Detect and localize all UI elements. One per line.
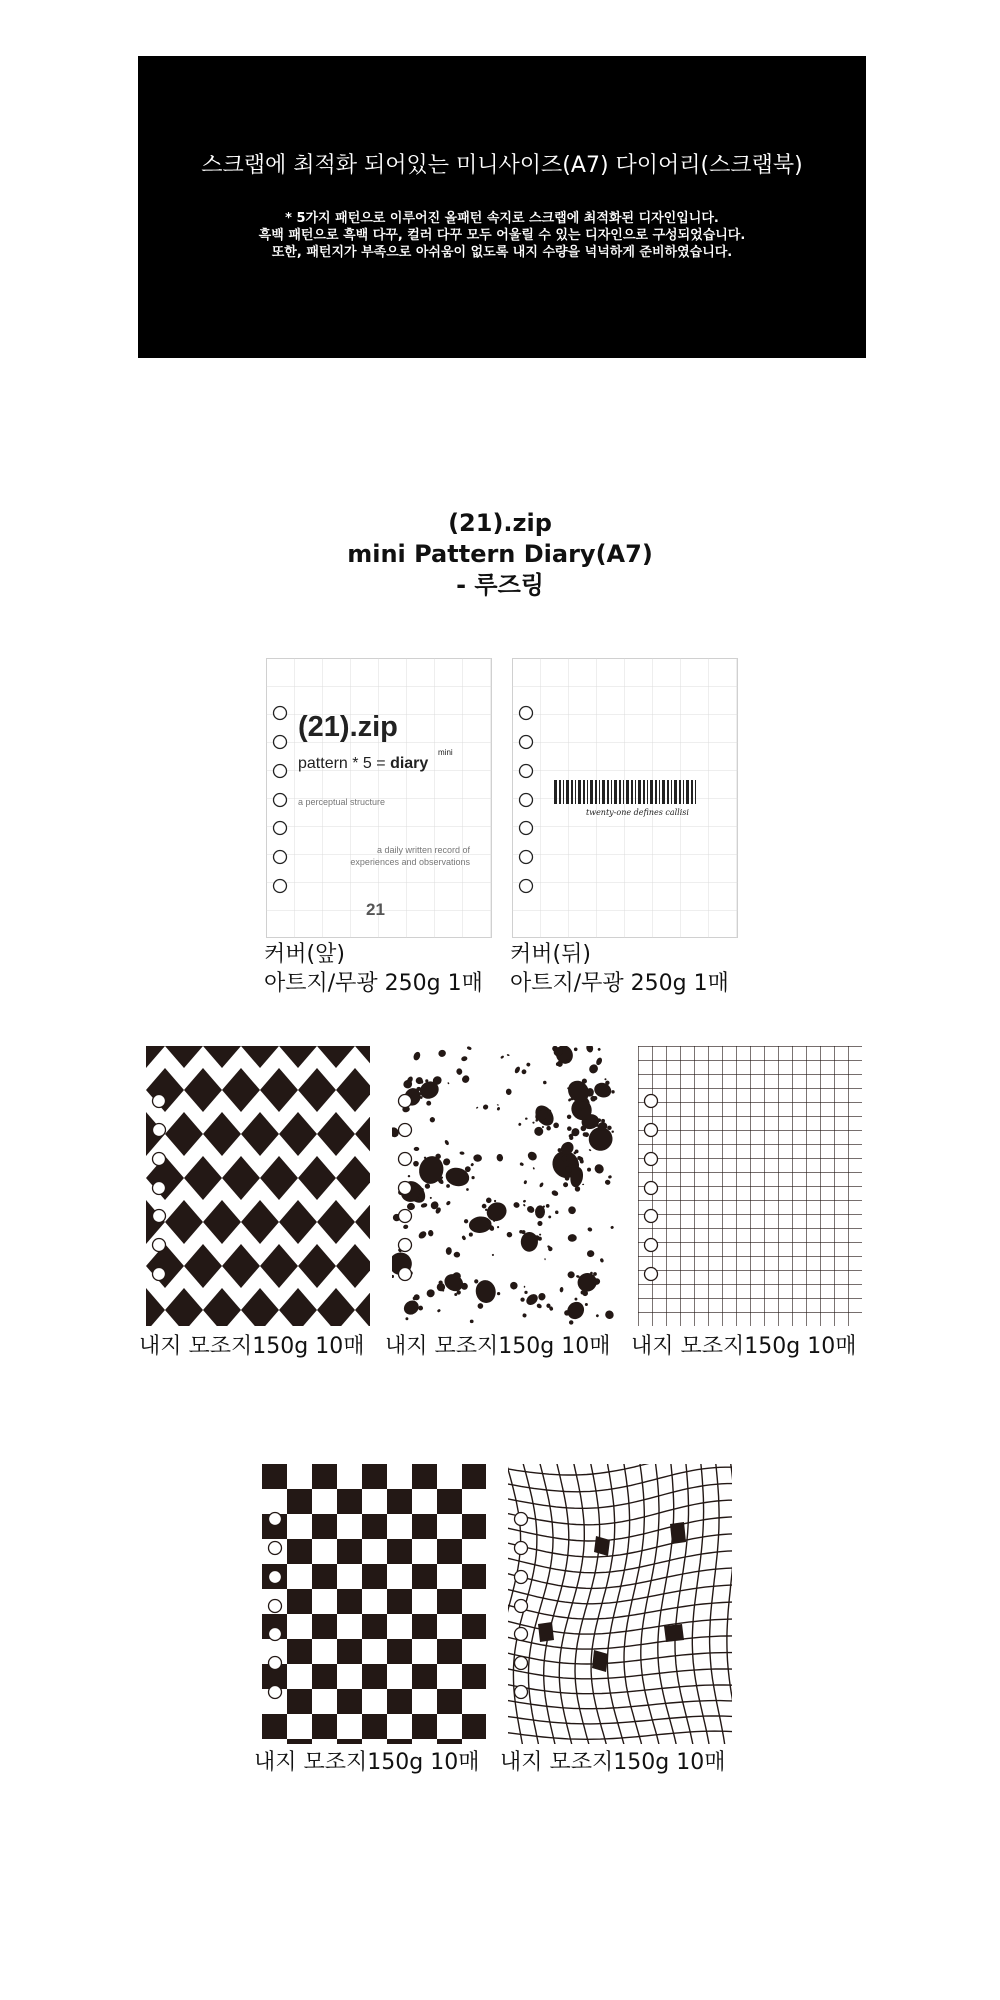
checkerboard-pattern-image xyxy=(262,1464,486,1744)
inner-page-caption: 내지 모조지150g 10매 xyxy=(500,1750,726,1775)
cover-sub: a perceptual structure xyxy=(298,797,386,807)
cover-record-2: experiences and observations xyxy=(350,857,470,867)
banner-line: * 5가지 패턴으로 이루어진 올패턴 속지로 스크랩에 최적화된 디자인입니다. xyxy=(285,211,719,226)
product-title xyxy=(0,508,1000,601)
intro-banner xyxy=(138,56,866,358)
banner-line: 흑백 패턴으로 흑백 다꾸, 컬러 다꾸 모두 어울릴 수 있는 디자인으로 구성되었습니다. xyxy=(258,228,746,243)
harlequin-pattern-image xyxy=(146,1046,370,1326)
caption-title: 커버(뒤) xyxy=(510,942,591,967)
warped-grid-pattern-image xyxy=(508,1464,732,1744)
banner-description xyxy=(138,210,866,261)
grid-pattern-image xyxy=(638,1046,862,1326)
cover-pattern-word: diary xyxy=(390,755,429,772)
banner-line: 또한, 패턴지가 부족으로 아쉬움이 없도록 내지 수량을 넉넉하게 준비하였습니다. xyxy=(271,245,733,260)
cover-pattern-prefix: pattern * 5 = xyxy=(298,755,391,772)
title-line: (21).zip xyxy=(448,509,552,537)
inner-page-caption: 내지 모조지150g 10매 xyxy=(631,1334,857,1359)
barcode-text: twenty-one defines callisi xyxy=(586,808,689,817)
caption-spec: 아트지/무광 250g 1매 xyxy=(510,971,729,996)
svg-text:pattern * 5 = diary xyxy=(298,755,428,772)
title-line: - 루즈링 xyxy=(456,571,544,599)
cover-mini: mini xyxy=(438,748,453,757)
back-cover-caption xyxy=(510,940,729,998)
cover-record-1: a daily written record of xyxy=(376,845,470,855)
cover-brand: (21).zip xyxy=(298,711,398,743)
front-cover-image xyxy=(266,658,492,938)
caption-title: 커버(앞) xyxy=(264,942,345,967)
back-cover-image xyxy=(512,658,738,938)
front-cover-caption xyxy=(264,940,483,998)
inner-page-caption: 내지 모조지150g 10매 xyxy=(385,1334,611,1359)
inner-page-caption: 내지 모조지150g 10매 xyxy=(139,1334,365,1359)
inner-page-caption: 내지 모조지150g 10매 xyxy=(254,1750,480,1775)
title-line: mini Pattern Diary(A7) xyxy=(347,540,653,568)
cover-logo: 21 xyxy=(366,900,385,919)
caption-spec: 아트지/무광 250g 1매 xyxy=(264,971,483,996)
banner-headline: 스크랩에 최적화 되어있는 미니사이즈(A7) 다이어리(스크랩북) xyxy=(201,153,803,178)
ink-splatter-pattern-image xyxy=(392,1046,616,1326)
